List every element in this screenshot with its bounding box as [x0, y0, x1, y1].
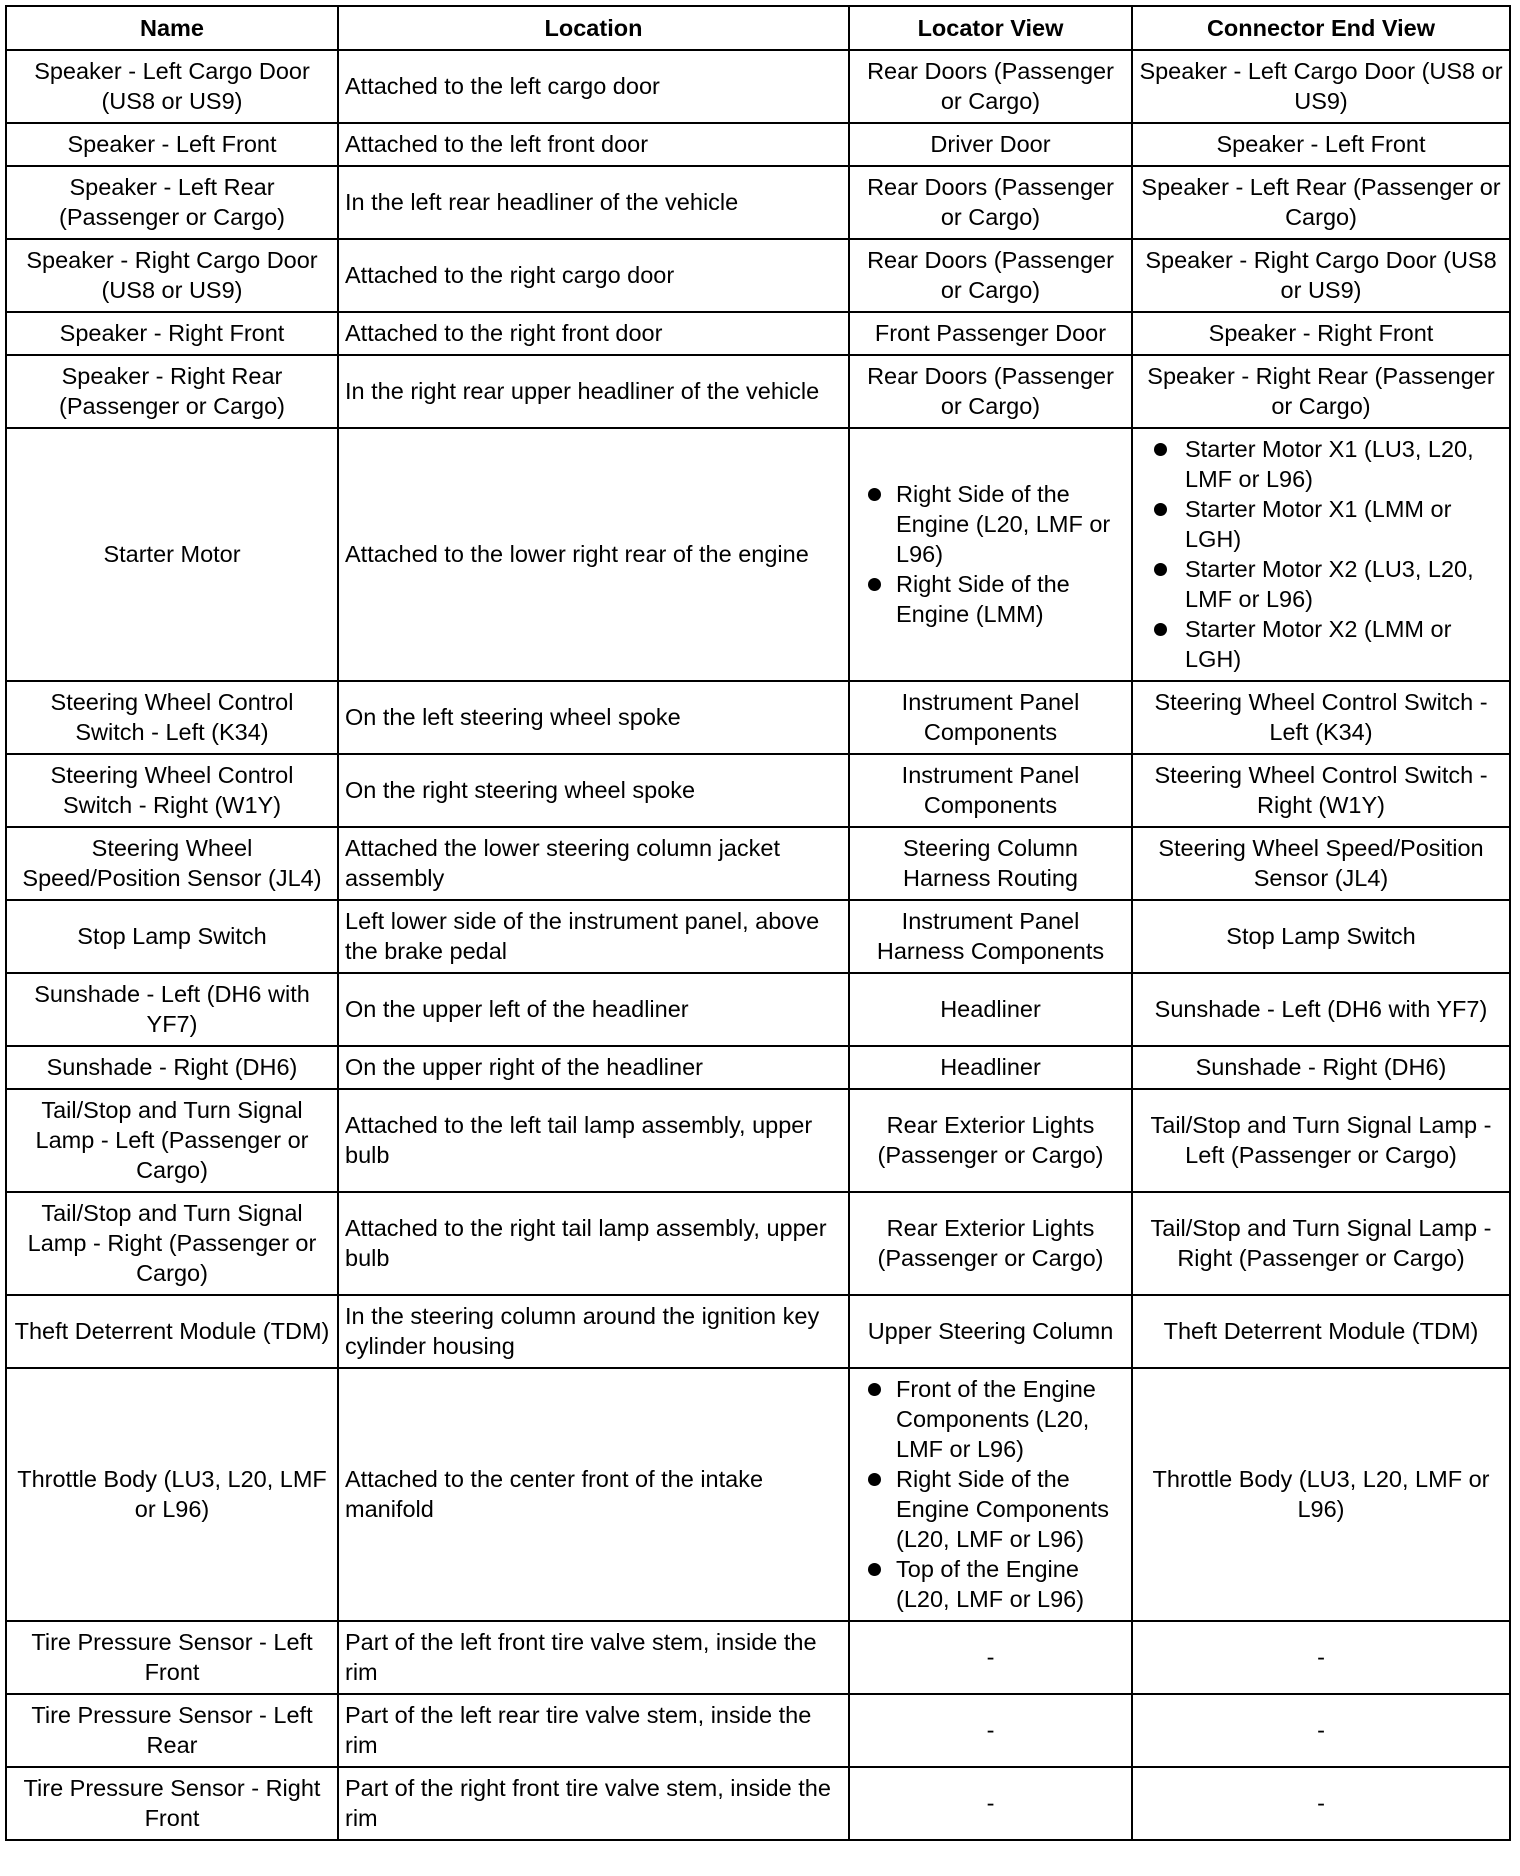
- cell-connector-end-view: Sunshade - Right (DH6): [1132, 1046, 1510, 1089]
- cell-name: Speaker - Left Rear (Passenger or Cargo): [6, 166, 338, 239]
- cell-name: Tire Pressure Sensor - Right Front: [6, 1767, 338, 1840]
- component-locator-table: [5, 5, 1511, 1841]
- cell-connector-end-view: Speaker - Left Rear (Passenger or Cargo): [1132, 166, 1510, 239]
- cell-name: Speaker - Right Front: [6, 312, 338, 355]
- table-row: [6, 239, 1510, 312]
- bullet-list-item: Starter Motor X2 (LU3, L20, LMF or L96): [1139, 554, 1503, 614]
- cell-name: Sunshade - Right (DH6): [6, 1046, 338, 1089]
- cell-location: Attached to the right cargo door: [338, 239, 849, 312]
- document-page: [5, 5, 1509, 1841]
- cell-name: Tail/Stop and Turn Signal Lamp - Left (Passenger or Cargo): [6, 1089, 338, 1192]
- cell-name: Sunshade - Left (DH6 with YF7): [6, 973, 338, 1046]
- cell-location: On the left steering wheel spoke: [338, 681, 849, 754]
- table-row: [6, 1368, 1510, 1621]
- table-row: [6, 428, 1510, 681]
- cell-location: In the right rear upper headliner of the vehicle: [338, 355, 849, 428]
- header-locator-view: Locator View: [849, 6, 1132, 50]
- cell-connector-end-view: Speaker - Left Cargo Door (US8 or US9): [1132, 50, 1510, 123]
- header-connector-end-view: Connector End View: [1132, 6, 1510, 50]
- cell-name: Speaker - Left Front: [6, 123, 338, 166]
- cell-location: Attached to the right front door: [338, 312, 849, 355]
- cell-name: Stop Lamp Switch: [6, 900, 338, 973]
- cell-locator-view: -: [849, 1694, 1132, 1767]
- cell-connector-end-view: Speaker - Right Cargo Door (US8 or US9): [1132, 239, 1510, 312]
- bullet-list-item: Top of the Engine (L20, LMF or L96): [856, 1554, 1125, 1614]
- cell-locator-view: -: [849, 1767, 1132, 1840]
- cell-name: Throttle Body (LU3, L20, LMF or L96): [6, 1368, 338, 1621]
- cell-connector-end-view: Speaker - Right Rear (Passenger or Cargo): [1132, 355, 1510, 428]
- cell-location: In the steering column around the ignition key cylinder housing: [338, 1295, 849, 1368]
- cell-locator-view: Steering Column Harness Routing: [849, 827, 1132, 900]
- cell-location: Left lower side of the instrument panel, above the brake pedal: [338, 900, 849, 973]
- cell-locator-view: Rear Doors (Passenger or Cargo): [849, 166, 1132, 239]
- cell-connector-end-view: -: [1132, 1767, 1510, 1840]
- cell-locator-view: Driver Door: [849, 123, 1132, 166]
- header-location: Location: [338, 6, 849, 50]
- cell-locator-view: [849, 428, 1132, 681]
- table-row: [6, 973, 1510, 1046]
- cell-name: Speaker - Right Rear (Passenger or Cargo): [6, 355, 338, 428]
- cell-connector-end-view: Tail/Stop and Turn Signal Lamp - Left (Passenger or Cargo): [1132, 1089, 1510, 1192]
- cell-connector-end-view: -: [1132, 1694, 1510, 1767]
- cell-locator-view: Rear Doors (Passenger or Cargo): [849, 355, 1132, 428]
- cell-locator-view: Rear Exterior Lights (Passenger or Cargo): [849, 1089, 1132, 1192]
- table-row: [6, 166, 1510, 239]
- cell-locator-view: Instrument Panel Components: [849, 754, 1132, 827]
- cell-locator-view: Rear Exterior Lights (Passenger or Cargo): [849, 1192, 1132, 1295]
- cell-locator-view: -: [849, 1621, 1132, 1694]
- cell-connector-end-view: -: [1132, 1621, 1510, 1694]
- cell-name: Steering Wheel Control Switch - Right (W1Y): [6, 754, 338, 827]
- cell-connector-end-view: Stop Lamp Switch: [1132, 900, 1510, 973]
- bullet-list-item: Right Side of the Engine (LMM): [856, 569, 1125, 629]
- bullet-list-item: Right Side of the Engine (L20, LMF or L96): [856, 479, 1125, 569]
- cell-connector-end-view: Steering Wheel Control Switch - Left (K34): [1132, 681, 1510, 754]
- table-row: [6, 1767, 1510, 1840]
- header-row: [6, 6, 1510, 50]
- cell-location: Attached the lower steering column jacket assembly: [338, 827, 849, 900]
- cell-connector-end-view: Speaker - Left Front: [1132, 123, 1510, 166]
- cell-location: Attached to the right tail lamp assembly, upper bulb: [338, 1192, 849, 1295]
- cell-locator-view: Upper Steering Column: [849, 1295, 1132, 1368]
- cell-location: Attached to the left front door: [338, 123, 849, 166]
- cell-location: Part of the left front tire valve stem, inside the rim: [338, 1621, 849, 1694]
- cell-name: Speaker - Left Cargo Door (US8 or US9): [6, 50, 338, 123]
- cell-connector-end-view-list: [1139, 434, 1503, 674]
- cell-location: Attached to the left tail lamp assembly, upper bulb: [338, 1089, 849, 1192]
- cell-connector-end-view: [1132, 428, 1510, 681]
- cell-connector-end-view: Speaker - Right Front: [1132, 312, 1510, 355]
- cell-locator-view: Rear Doors (Passenger or Cargo): [849, 239, 1132, 312]
- cell-location: Attached to the lower right rear of the engine: [338, 428, 849, 681]
- cell-name: Tail/Stop and Turn Signal Lamp - Right (Passenger or Cargo): [6, 1192, 338, 1295]
- table-row: [6, 1295, 1510, 1368]
- cell-locator-view: Instrument Panel Components: [849, 681, 1132, 754]
- cell-location: Part of the left rear tire valve stem, inside the rim: [338, 1694, 849, 1767]
- bullet-list-item: Right Side of the Engine Components (L20, LMF or L96): [856, 1464, 1125, 1554]
- table-row: [6, 1192, 1510, 1295]
- table-row: [6, 50, 1510, 123]
- cell-location: Attached to the center front of the intake manifold: [338, 1368, 849, 1621]
- cell-locator-view: Instrument Panel Harness Components: [849, 900, 1132, 973]
- table-header: [6, 6, 1510, 50]
- cell-location: Part of the right front tire valve stem, inside the rim: [338, 1767, 849, 1840]
- cell-name: Steering Wheel Control Switch - Left (K34): [6, 681, 338, 754]
- table-row: [6, 900, 1510, 973]
- table-row: [6, 1694, 1510, 1767]
- table-row: [6, 1621, 1510, 1694]
- table-row: [6, 312, 1510, 355]
- cell-location: On the right steering wheel spoke: [338, 754, 849, 827]
- bullet-list-item: Front of the Engine Components (L20, LMF or L96): [856, 1374, 1125, 1464]
- cell-connector-end-view: Throttle Body (LU3, L20, LMF or L96): [1132, 1368, 1510, 1621]
- table-row: [6, 123, 1510, 166]
- table-row: [6, 1046, 1510, 1089]
- cell-location: In the left rear headliner of the vehicle: [338, 166, 849, 239]
- cell-locator-view-list: [856, 1374, 1125, 1614]
- bullet-list-item: Starter Motor X1 (LMM or LGH): [1139, 494, 1503, 554]
- table-row: [6, 681, 1510, 754]
- cell-connector-end-view: Tail/Stop and Turn Signal Lamp - Right (Passenger or Cargo): [1132, 1192, 1510, 1295]
- cell-location: On the upper right of the headliner: [338, 1046, 849, 1089]
- cell-location: Attached to the left cargo door: [338, 50, 849, 123]
- cell-name: Steering Wheel Speed/Position Sensor (JL4): [6, 827, 338, 900]
- bullet-list-item: Starter Motor X2 (LMM or LGH): [1139, 614, 1503, 674]
- cell-locator-view: Headliner: [849, 973, 1132, 1046]
- cell-locator-view: [849, 1368, 1132, 1621]
- cell-locator-view-list: [856, 479, 1125, 629]
- cell-connector-end-view: Sunshade - Left (DH6 with YF7): [1132, 973, 1510, 1046]
- header-name: Name: [6, 6, 338, 50]
- cell-name: Tire Pressure Sensor - Left Front: [6, 1621, 338, 1694]
- table-row: [6, 754, 1510, 827]
- cell-locator-view: Front Passenger Door: [849, 312, 1132, 355]
- cell-connector-end-view: Steering Wheel Speed/Position Sensor (JL4): [1132, 827, 1510, 900]
- table-row: [6, 1089, 1510, 1192]
- cell-name: Speaker - Right Cargo Door (US8 or US9): [6, 239, 338, 312]
- cell-locator-view: Rear Doors (Passenger or Cargo): [849, 50, 1132, 123]
- cell-name: Theft Deterrent Module (TDM): [6, 1295, 338, 1368]
- cell-name: Tire Pressure Sensor - Left Rear: [6, 1694, 338, 1767]
- cell-connector-end-view: Steering Wheel Control Switch - Right (W1Y): [1132, 754, 1510, 827]
- table-row: [6, 827, 1510, 900]
- table-row: [6, 355, 1510, 428]
- bullet-list-item: Starter Motor X1 (LU3, L20, LMF or L96): [1139, 434, 1503, 494]
- table-body: [6, 50, 1510, 1840]
- cell-name: Starter Motor: [6, 428, 338, 681]
- cell-location: On the upper left of the headliner: [338, 973, 849, 1046]
- cell-locator-view: Headliner: [849, 1046, 1132, 1089]
- cell-connector-end-view: Theft Deterrent Module (TDM): [1132, 1295, 1510, 1368]
